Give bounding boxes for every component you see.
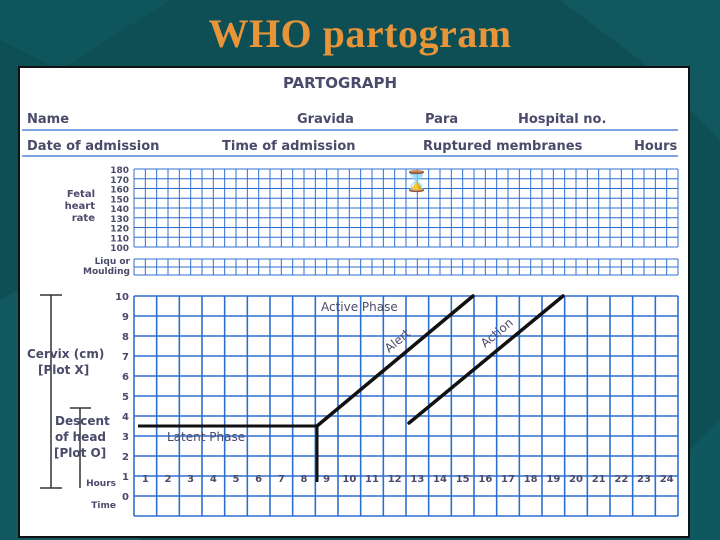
descent-axis-label: Descent — [55, 414, 110, 428]
action-line-label: Action — [477, 315, 516, 351]
active-phase-label: Active Phase — [321, 300, 398, 314]
partograph-heading: PARTOGRAPH — [282, 74, 398, 92]
fhr-tick-label: 120 — [110, 224, 129, 235]
hour-label: 19 — [546, 474, 561, 485]
cervix-tick-label: 5 — [122, 392, 129, 403]
header-field-label: Ruptured membranes — [423, 139, 583, 154]
hour-label: 6 — [255, 474, 263, 485]
fhr-axis-label: Fetal — [66, 189, 95, 200]
hour-label: 8 — [300, 474, 308, 485]
cervix-tick-label: 3 — [122, 432, 129, 443]
header-field-label: Time of admission — [222, 139, 356, 154]
fhr-tick-label: 150 — [110, 195, 129, 206]
header-field-label: Hours — [634, 139, 678, 154]
moulding-label: Moulding — [82, 267, 130, 277]
partograph-drawing — [20, 68, 688, 536]
header-field-label: Hospital no. — [518, 112, 607, 127]
header-field-label: Name — [27, 112, 70, 127]
hour-label: 18 — [523, 474, 538, 485]
hour-label: 16 — [478, 474, 493, 485]
latent-phase-label: Latent Phase — [167, 430, 246, 444]
hour-label: 17 — [501, 474, 515, 485]
hour-label: 9 — [323, 474, 331, 485]
hour-label: 20 — [569, 474, 583, 485]
fhr-tick-label: 110 — [110, 234, 129, 245]
hour-label: 14 — [433, 474, 447, 485]
hour-label: 1 — [141, 474, 149, 485]
fhr-tick-label: 100 — [110, 244, 129, 254]
fhr-tick-label: 140 — [110, 205, 129, 215]
cervix-tick-label: 0 — [122, 492, 129, 503]
slide-title: WHO partogram — [208, 11, 512, 56]
hour-label: 5 — [232, 474, 240, 485]
cervix-tick-label: 8 — [122, 332, 129, 343]
hour-label: 24 — [659, 474, 674, 485]
time-axis-label: Time — [91, 501, 116, 511]
partograph-chart — [18, 66, 690, 538]
fhr-tick-label: 170 — [110, 175, 129, 186]
hour-label: 13 — [410, 474, 425, 485]
hour-label: 15 — [455, 474, 470, 485]
header-field-label: Gravida — [297, 112, 354, 127]
cervix-axis-label: Cervix (cm) — [27, 347, 105, 361]
fhr-axis-label: heart — [64, 201, 95, 212]
cervix-tick-label: 10 — [115, 292, 129, 303]
descent-axis-label: [Plot O] — [54, 446, 107, 460]
header-field-label: Para — [425, 112, 459, 127]
hour-label: 21 — [591, 474, 606, 485]
alert-line-label: Alert — [381, 326, 413, 356]
hour-label: 2 — [164, 474, 172, 485]
hour-label: 4 — [209, 474, 217, 485]
fhr-axis-label: rate — [71, 213, 95, 224]
cervix-tick-label: 4 — [122, 412, 129, 423]
cervix-tick-label: 9 — [122, 312, 129, 323]
cervix-tick-label: 7 — [122, 352, 129, 363]
hour-label: 23 — [637, 474, 651, 485]
hour-label: 22 — [614, 474, 629, 485]
fhr-tick-label: 160 — [110, 185, 129, 196]
hour-label: 10 — [342, 474, 357, 485]
hour-label: 7 — [277, 474, 285, 485]
liquor-label: Liqu or — [94, 257, 130, 267]
cervix-tick-label: 2 — [122, 452, 129, 463]
hour-label: 3 — [187, 474, 195, 485]
hours-axis-label: Hours — [86, 479, 116, 489]
cervix-tick-label: 1 — [122, 472, 129, 483]
fhr-tick-label: 130 — [110, 214, 129, 225]
hour-label: 11 — [365, 474, 379, 485]
fhr-tick-label: 180 — [110, 166, 129, 176]
action-line — [409, 296, 563, 423]
hour-label: 12 — [387, 474, 402, 485]
hourglass-icon: ⌛ — [404, 169, 429, 193]
descent-axis-label: of head — [55, 430, 107, 444]
cervix-tick-label: 6 — [122, 372, 129, 383]
header-field-label: Date of admission — [27, 139, 160, 154]
cervix-axis-label: [Plot X] — [38, 363, 90, 377]
